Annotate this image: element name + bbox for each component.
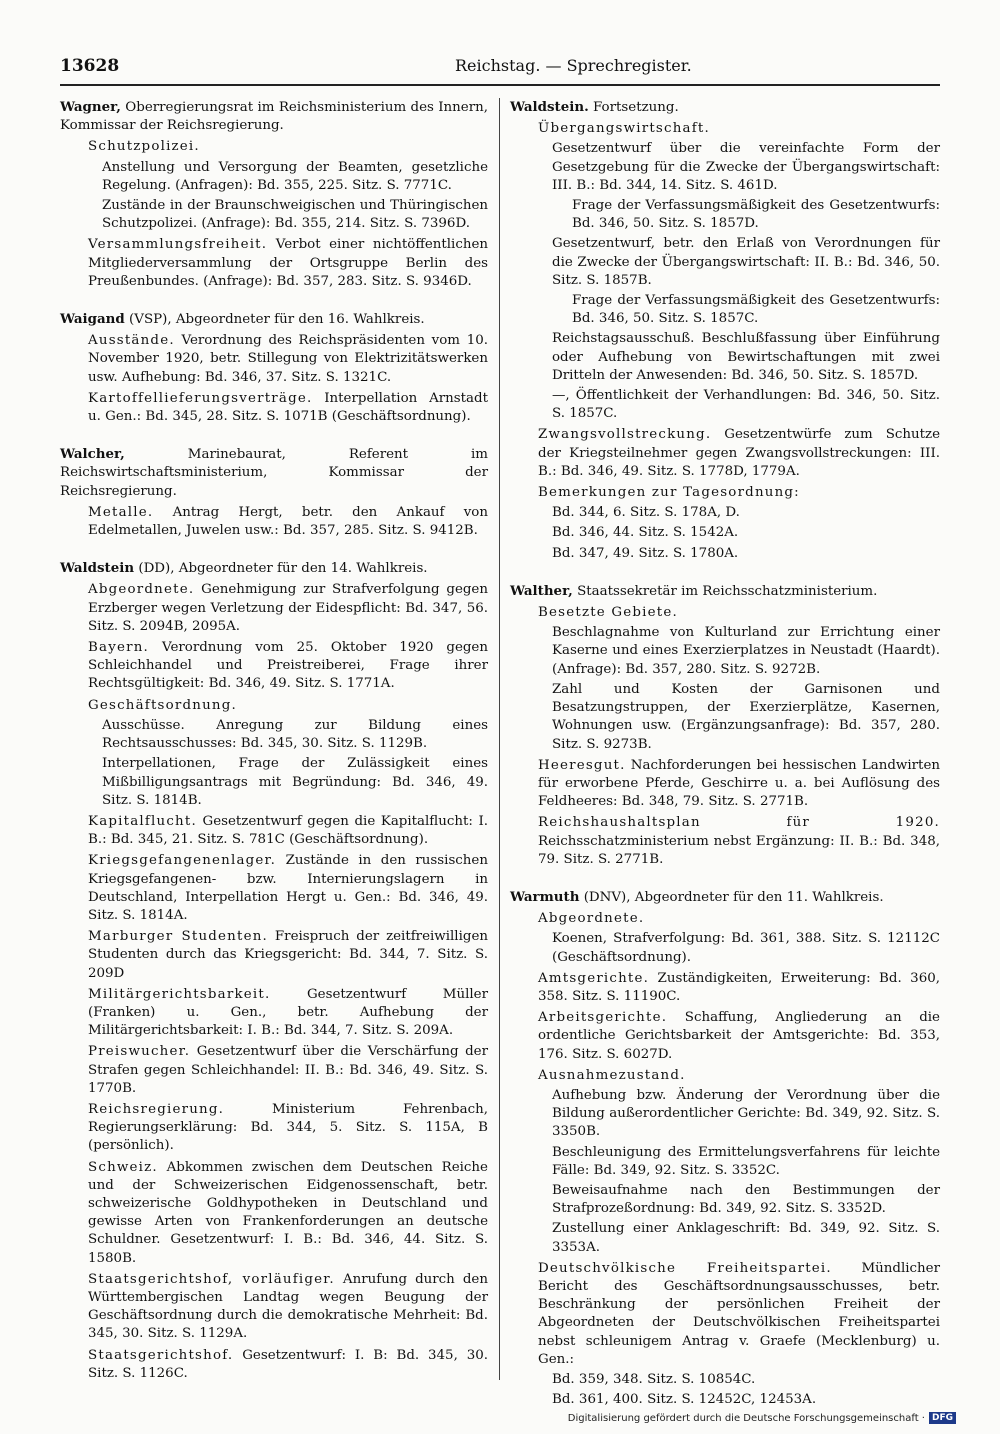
subject-detail: Beschleunigung des Ermittelungsverfahrens für leichte Fälle: Bd. 349, 92. Sitz. S. 3352C. bbox=[552, 1144, 940, 1178]
subject-text: Freispruch der zeitfreiwilligen Studenten durch das Kriegsgericht: Bd. 344, 7. Sitz. S. 209D bbox=[88, 929, 488, 981]
subject-heading: Übergangswirtschaft. bbox=[538, 121, 710, 137]
subject-heading: Kapitalflucht. bbox=[88, 813, 197, 829]
entry-description: (DD), Abgeordneter für den 14. Wahlkreis. bbox=[138, 561, 428, 577]
subject-text: Reichsschatzministerium nebst Ergänzung: II. B.: Bd. 348, 79. Sitz. S. 2771B. bbox=[538, 833, 940, 867]
subject-detail: Bd. 344, 6. Sitz. S. 178A, D. bbox=[552, 505, 740, 521]
subject bbox=[88, 504, 488, 540]
subject-detail: Bd. 361, 400. Sitz. S. 12452C, 12453A. bbox=[552, 1392, 817, 1408]
subject bbox=[538, 970, 940, 1006]
footer-text: Digitalisierung gefördert durch die Deutsche Forschungsgemeinschaft · bbox=[567, 1412, 925, 1424]
subject-heading: Kartoffellieferungsverträge. bbox=[88, 390, 313, 406]
subject-heading: Staatsgerichtshof, vorläufiger. bbox=[88, 1271, 335, 1287]
entry-name: Walcher, bbox=[60, 446, 125, 463]
subject-heading: Ausnahmezustand. bbox=[538, 1067, 686, 1083]
subject bbox=[88, 813, 488, 849]
subject-heading: Kriegsgefangenenlager. bbox=[88, 853, 277, 869]
entry-name: Walther, bbox=[510, 582, 573, 599]
subject-detail: Frage der Verfassungsmäßigkeit des Gesetzentwurfs: Bd. 346, 50. Sitz. S. 1857D. bbox=[572, 198, 940, 232]
subject-heading: Reichshaushaltsplan für 1920. bbox=[538, 815, 940, 831]
subject bbox=[538, 484, 940, 502]
register-entry bbox=[60, 445, 488, 540]
subject-heading: Abgeordnete. bbox=[88, 582, 195, 598]
subject bbox=[88, 390, 488, 426]
entry-description: Staatssekretär im Reichsschatzministerium. bbox=[577, 583, 878, 599]
subject bbox=[88, 581, 488, 636]
subject-text: Gesetzentwurf gegen die Kapitalflucht: I. B.: Bd. 345, 21. Sitz. S. 781C (Geschäftsordnung). bbox=[88, 813, 488, 848]
subject-heading: Bayern. bbox=[88, 640, 149, 656]
register-entry bbox=[60, 98, 488, 291]
register-entry bbox=[60, 310, 488, 426]
register-entry bbox=[510, 582, 940, 869]
dfg-logo: DFG bbox=[929, 1412, 956, 1424]
subject-text: Verordnung vom 25. Oktober 1920 gegen Schleichhandel und Preistreiberei, Frage ihrer Rechtsgültigkeit: Bd. 346, 49. Sitz. S. 1771A. bbox=[88, 640, 488, 692]
subject-heading: Metalle. bbox=[88, 504, 154, 520]
subject-text: Schaffung, Angliederung an die ordentliche Gerichtsbarkeit der Amtsgerichte: Bd. 353, 176. Sitz. S. 6027D. bbox=[538, 1010, 940, 1062]
entry-name: Warmuth bbox=[510, 888, 580, 905]
subject-heading: Heeresgut. bbox=[538, 757, 626, 773]
column-divider bbox=[499, 98, 500, 1380]
subject-text: Antrag Hergt, betr. den Ankauf von Edelmetallen, Juwelen usw.: Bd. 357, 285. Sitz. S. 9412B. bbox=[88, 504, 488, 539]
subject-text: Abkommen zwischen dem Deutschen Reiche und der Schweizerischen Eidgenossenschaft, betr. schweizerische Goldhypotheken in Deutschland und gewisse Arten von Frankenforderungen an deutsche Schuldner. Gesetzentwurf: I. B.: Bd. 346, 44. Sitz. S. 1580B. bbox=[88, 1159, 488, 1266]
entry-name: Wagner, bbox=[60, 99, 121, 115]
subject-detail: Bd. 346, 44. Sitz. S. 1542A. bbox=[552, 525, 739, 541]
subject-heading: Schweiz. bbox=[88, 1159, 158, 1175]
subject-text: Zuständigkeiten, Erweiterung: Bd. 360, 358. Sitz. S. 11190C. bbox=[538, 970, 940, 1004]
page-number: 13628 bbox=[60, 56, 120, 76]
subject bbox=[538, 120, 940, 138]
entry-heading bbox=[510, 582, 940, 601]
right-column bbox=[510, 98, 940, 1428]
subject bbox=[88, 639, 488, 694]
subject-heading: Preiswucher. bbox=[88, 1044, 191, 1060]
entry-description: Marinebaurat, Referent im Reichswirtschaftsministerium, Kommissar der Reichsregierung. bbox=[60, 447, 489, 499]
subject-heading: Geschäftsordnung. bbox=[88, 697, 237, 713]
entry-heading bbox=[510, 888, 940, 907]
subject-heading: Deutschvölkische Freiheitspartei. bbox=[538, 1260, 832, 1276]
entry-heading bbox=[60, 98, 488, 135]
register-entry bbox=[510, 888, 940, 1409]
subject-heading: Bemerkungen zur Tagesordnung: bbox=[538, 485, 800, 501]
subject-detail: Reichstagsausschuß. Beschlußfassung über Einführung oder Aufhebung von Bewirtschaftungen mit zwei Dritteln der Anwesenden: Bd. 346, 50. Sitz. S. 1857D. bbox=[552, 331, 940, 383]
subject-detail: Anstellung und Versorgung der Beamten, gesetzliche Regelung. (Anfragen): Bd. 355, 225. Sitz. S. 7771C. bbox=[102, 159, 488, 193]
register-entry bbox=[60, 559, 488, 1383]
subject bbox=[538, 1067, 940, 1085]
subject bbox=[538, 604, 940, 622]
entry-heading bbox=[510, 98, 940, 117]
subject-detail: —, Öffentlichkeit der Verhandlungen: Bd. 346, 50. Sitz. S. 1857C. bbox=[552, 388, 940, 422]
subject-heading: Besetzte Gebiete. bbox=[538, 605, 678, 621]
running-title: Reichstag. — Sprechregister. bbox=[455, 56, 692, 75]
subject-detail: Beweisaufnahme nach den Bestimmungen der Strafprozeßordnung: Bd. 349, 92. Sitz. S. 3352D. bbox=[552, 1182, 940, 1217]
subject-text: Gesetzentwürfe zum Schutze der Kriegsteilnehmer gegen Zwangsvollstreckungen: III. B.: Bd. 346, 49. Sitz. S. 1778D, 1779A. bbox=[538, 427, 940, 479]
entry-name: Waldstein. bbox=[510, 99, 589, 115]
subject-detail: Ausschüsse. Anregung zur Bildung eines Rechtsausschusses: Bd. 345, 30. Sitz. S. 1129B. bbox=[102, 717, 488, 752]
subject-detail: Koenen, Strafverfolgung: Bd. 361, 388. Sitz. S. 12112C (Geschäftsordnung). bbox=[552, 931, 940, 965]
subject-detail: Interpellationen, Frage der Zulässigkeit eines Mißbilligungsantrags mit Begründung: Bd. 346, 49. Sitz. S. 1814B. bbox=[102, 756, 488, 808]
subject bbox=[88, 928, 488, 983]
subject-heading: Reichsregierung. bbox=[88, 1101, 225, 1117]
subject bbox=[88, 1159, 488, 1268]
header-rule bbox=[60, 84, 940, 86]
subject bbox=[88, 986, 488, 1041]
subject-detail: Bd. 359, 348. Sitz. S. 10854C. bbox=[552, 1372, 756, 1387]
subject-detail: Beschlagnahme von Kulturland zur Errichtung einer Kaserne und eines Exerzierplatzes in Neustadt (Haardt). (Anfrage): Bd. 357, 280. Sitz. S. 9272B. bbox=[552, 625, 940, 677]
subject-detail: Zustellung einer Anklageschrift: Bd. 349, 92. Sitz. S. 3353A. bbox=[552, 1221, 940, 1255]
subject-detail: Gesetzentwurf, betr. den Erlaß von Verordnungen für die Zwecke der Übergangswirtschaft: II. B.: Bd. 346, 50. Sitz. S. 1857B. bbox=[552, 236, 940, 288]
subject bbox=[88, 1101, 488, 1156]
subject bbox=[88, 1271, 488, 1344]
subject-detail: Gesetzentwurf über die vereinfachte Form der Gesetzgebung für die Zwecke der Übergangswirtschaft: III. B.: Bd. 344, 14. Sitz. S. 461D. bbox=[552, 141, 940, 193]
subject-heading: Versammlungsfreiheit. bbox=[88, 237, 268, 253]
subject-text: Nachforderungen bei hessischen Landwirten für erworbene Pferde, Geschirre u. a. bei Auflösung des Feldheeres: Bd. 348, 79. Sitz. S. 2771B. bbox=[538, 757, 940, 810]
subject-text: Verbot einer nichtöffentlichen Mitgliederversammlung der Ortsgruppe Berlin des Preußenbundes. (Anfrage): Bd. 357, 283. Sitz. S. 9346D. bbox=[88, 237, 488, 289]
subject-text: Verordnung des Reichspräsidenten vom 10. November 1920, betr. Stillegung von Elektrizitätswerken usw. Aufhebung: Bd. 346, 37. Sitz. S. 1321C. bbox=[88, 333, 488, 385]
subject bbox=[538, 910, 940, 928]
entry-description: (VSP), Abgeordneter für den 16. Wahlkreis. bbox=[129, 312, 425, 328]
page-header bbox=[60, 56, 940, 84]
subject bbox=[538, 1009, 940, 1064]
subject-heading: Arbeitsgerichte. bbox=[538, 1010, 668, 1026]
subject-text: Ministerium Fehrenbach, Regierungserklärung: Bd. 344, 5. Sitz. S. 115A, B (persönlich). bbox=[88, 1101, 488, 1154]
subject bbox=[88, 1043, 488, 1098]
entry-heading bbox=[60, 445, 488, 501]
subject-heading: Schutzpolizei. bbox=[88, 139, 200, 155]
subject-text: Anrufung durch den Württembergischen Landtag wegen Beugung der Geschäftsordnung durch die demokratische Mehrheit: Bd. 345, 30. Sitz. S. 1129A. bbox=[88, 1271, 488, 1342]
subject-heading: Abgeordnete. bbox=[538, 911, 645, 927]
subject-text: Gesetzentwurf: I. B: Bd. 345, 30. Sitz. S. 1126C. bbox=[88, 1347, 488, 1381]
subject-heading: Zwangsvollstreckung. bbox=[538, 427, 712, 443]
footer bbox=[568, 1412, 956, 1424]
subject bbox=[88, 852, 488, 925]
subject-detail: Zustände in der Braunschweigischen und Thüringischen Schutzpolizei. (Anfrage): Bd. 355, 214. Sitz. S. 7396D. bbox=[102, 198, 488, 232]
subject-heading: Militärgerichtsbarkeit. bbox=[88, 986, 271, 1002]
entry-heading bbox=[60, 559, 488, 578]
subject-detail: Frage der Verfassungsmäßigkeit des Gesetzentwurfs: Bd. 346, 50. Sitz. S. 1857C. bbox=[572, 293, 940, 327]
subject bbox=[88, 697, 488, 715]
register-entry bbox=[510, 98, 940, 563]
subject-heading: Amtsgerichte. bbox=[538, 970, 650, 986]
entry-description: Fortsetzung. bbox=[593, 100, 679, 115]
entry-name: Waldstein bbox=[60, 560, 135, 577]
subject bbox=[88, 332, 488, 387]
subject-detail: Zahl und Kosten der Garnisonen und Besatzungstruppen, der Exerzierplätze, Kasernen, Wohnungen usw. (Ergänzungsanfrage): Bd. 357, 280. Sitz. S. 9273B. bbox=[552, 681, 940, 752]
entry-name: Waigand bbox=[60, 311, 125, 328]
subject-detail: Bd. 347, 49. Sitz. S. 1780A. bbox=[552, 545, 739, 561]
subject-text: Interpellation Arnstadt u. Gen.: Bd. 345, 28. Sitz. S. 1071B (Geschäftsordnung). bbox=[88, 390, 488, 425]
subject-text: Mündlicher Bericht des Geschäftsordnungsausschusses, betr. Beschränkung der persönlichen Freiheit der Abgeordneten der Deutschvölkischen Freiheitspartei nebst schleunigem Antrag v. Graefe (Mecklenburg) u. Gen.: bbox=[538, 1260, 940, 1367]
left-column bbox=[60, 98, 488, 1402]
subject-detail: Aufhebung bzw. Änderung der Verordnung über die Bildung außerordentlicher Gerichte: Bd. 349, 92. Sitz. S. 3350B. bbox=[552, 1087, 940, 1140]
subject bbox=[538, 426, 940, 481]
subject-heading: Staatsgerichtshof. bbox=[88, 1347, 234, 1363]
subject-text: Gesetzentwurf über die Verschärfung der Strafen gegen Schleichhandel: II. B.: Bd. 346, 49. Sitz. S. 1770B. bbox=[88, 1044, 489, 1096]
subject bbox=[88, 236, 488, 291]
subject-heading: Ausstände. bbox=[88, 333, 175, 349]
subject bbox=[538, 1260, 940, 1369]
subject bbox=[538, 757, 940, 812]
subject-text: Zustände in den russischen Kriegsgefangenen- bzw. Internierungslagern in Deutschland, Interpellation Hergt u. Gen.: Bd. 346, 49. Sitz. S. 1814A. bbox=[88, 853, 488, 923]
subject bbox=[538, 814, 940, 869]
subject-text: Gesetzentwurf Müller (Franken) u. Gen., betr. Aufhebung der Militärgerichtsbarkeit: I. B.: Bd. 344, 7. Sitz. S. 209A. bbox=[88, 986, 488, 1039]
subject bbox=[88, 1347, 488, 1383]
entry-heading bbox=[60, 310, 488, 329]
subject-text: Genehmigung zur Strafverfolgung gegen Erzberger wegen Verletzung der Eidespflicht: Bd. 347, 56. Sitz. S. 2094B, 2095A. bbox=[88, 582, 488, 634]
entry-description: Oberregierungsrat im Reichsministerium des Innern, Kommissar der Reichsregierung. bbox=[60, 100, 488, 134]
entry-description: (DNV), Abgeordneter für den 11. Wahlkreis. bbox=[583, 889, 884, 905]
subject bbox=[88, 138, 488, 156]
subject-heading: Marburger Studenten. bbox=[88, 929, 268, 945]
